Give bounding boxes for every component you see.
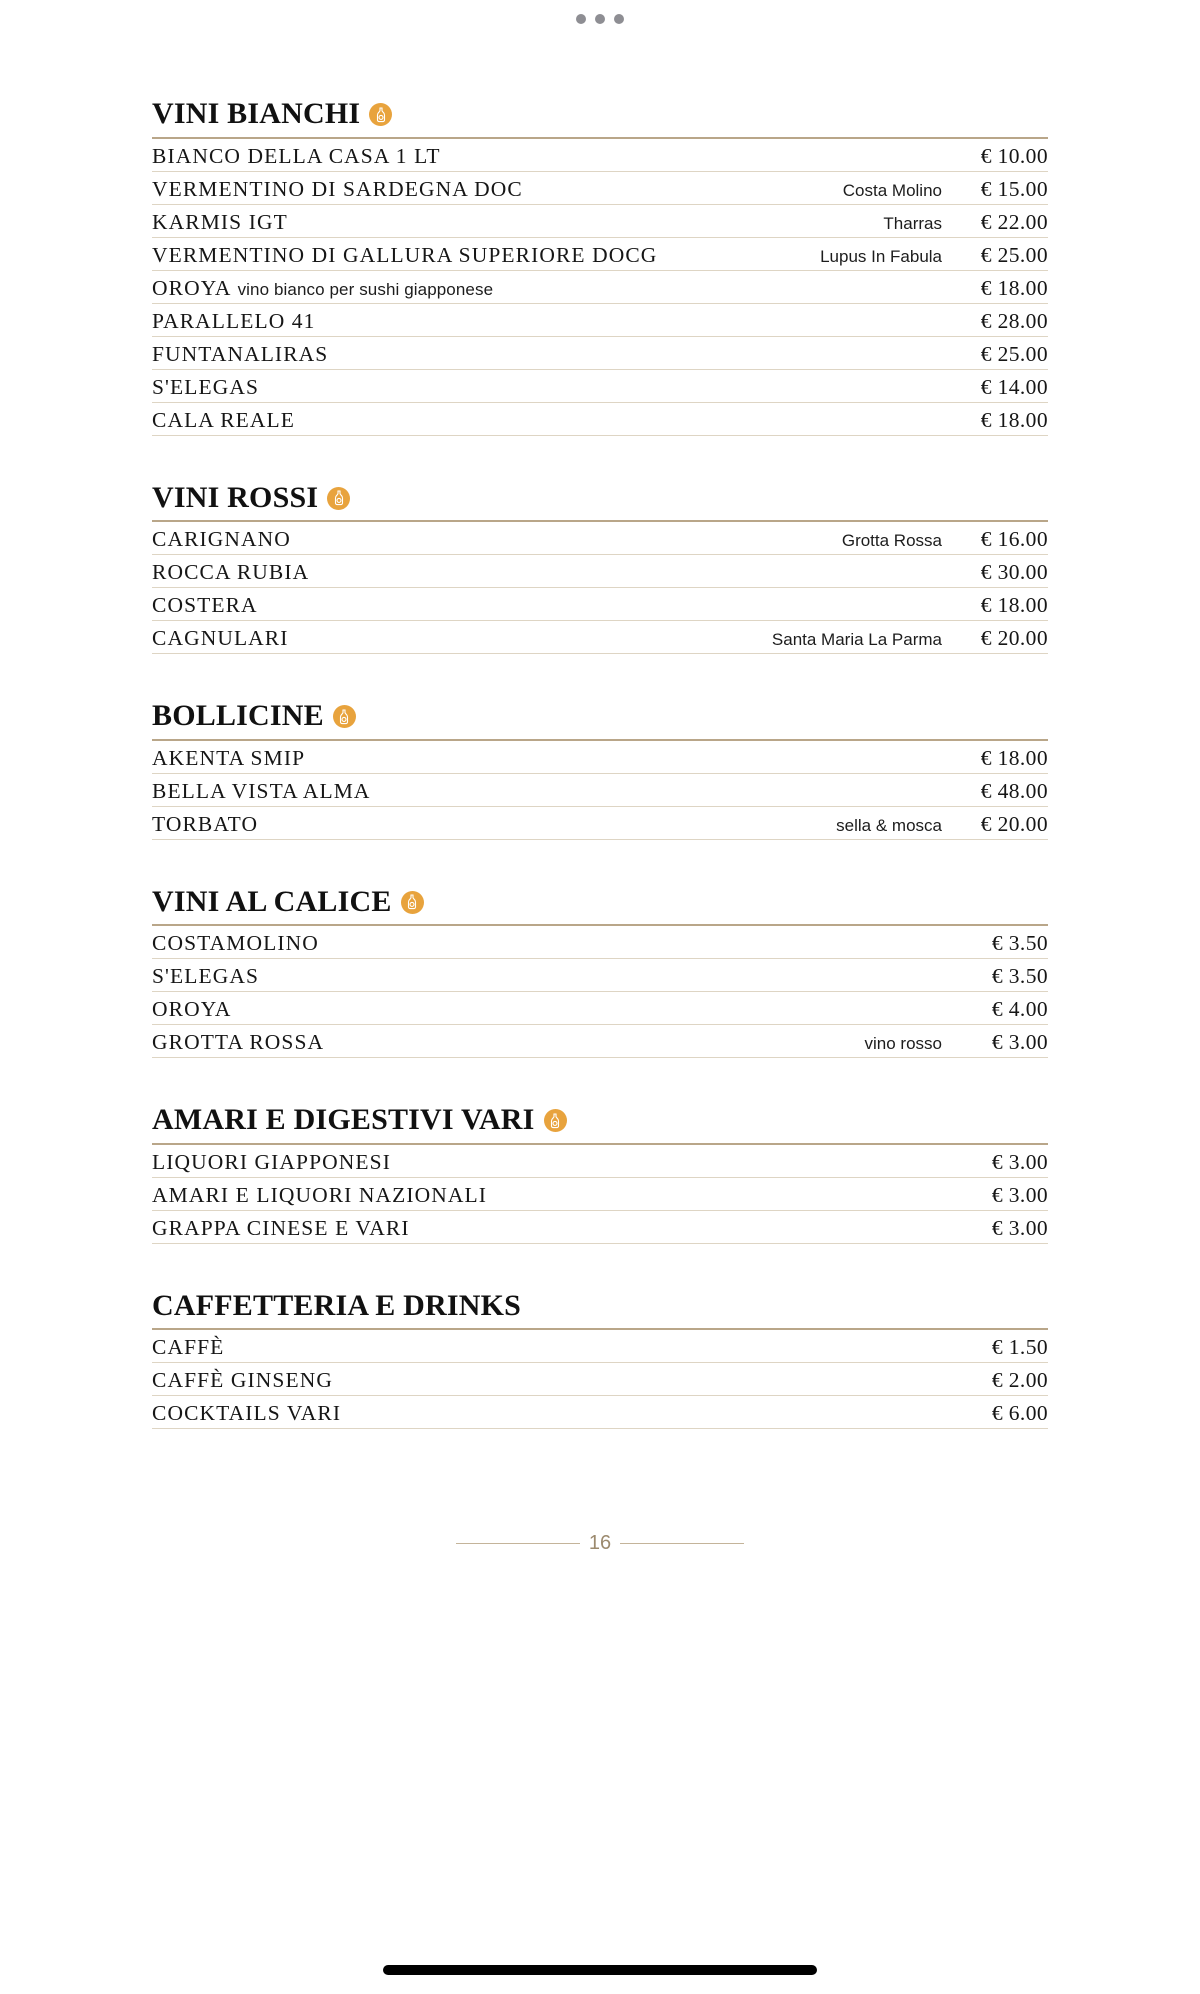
menu-item-row [152, 588, 1048, 621]
menu-item-row [152, 807, 1048, 840]
menu-item-row [152, 621, 1048, 654]
menu-section [152, 98, 1048, 436]
menu-item-price: € 20.00 [980, 626, 1048, 650]
menu-item-row [152, 741, 1048, 774]
menu-item-producer: Grotta Rossa [841, 531, 942, 550]
menu-item-price: € 1.50 [991, 1335, 1048, 1359]
menu-item-price: € 3.00 [991, 1182, 1048, 1207]
menu-item-price: € 18.00 [980, 745, 1048, 770]
menu-item-name: CAFFÈ GINSENG [152, 1368, 333, 1392]
section-header [152, 98, 1048, 137]
section-items [152, 1330, 1048, 1429]
menu-item-row [152, 1363, 1048, 1396]
footer-rule-right [620, 1543, 744, 1544]
menu-item-row [152, 1396, 1048, 1429]
menu-item-name: TORBATO [152, 811, 259, 836]
menu-item-price: € 18.00 [980, 275, 1048, 300]
section-items [152, 1145, 1048, 1244]
menu-item-row [152, 238, 1048, 271]
section-items [152, 926, 1048, 1058]
page-footer [0, 1533, 1200, 1553]
menu-item-producer: sella & mosca [836, 815, 942, 835]
menu-section [152, 1104, 1048, 1244]
menu-item-producer: Costa Molino [842, 180, 942, 200]
menu-item-name: OROYA [152, 275, 232, 300]
menu-item-price: € 15.00 [980, 176, 1048, 201]
menu-item-row [152, 522, 1048, 555]
section-header [152, 886, 1048, 925]
menu-item-row [152, 1145, 1048, 1178]
menu-item-price: € 4.00 [991, 997, 1048, 1021]
wine-bottle-icon [333, 705, 356, 728]
section-title: VINI BIANCHI [152, 97, 361, 130]
menu-item-price: € 30.00 [980, 560, 1048, 584]
menu-item-name: CAFFÈ [152, 1335, 225, 1359]
menu-item-price: € 3.00 [991, 1149, 1048, 1174]
menu-item-producer: vino rosso [864, 1034, 942, 1053]
menu-section [152, 886, 1048, 1059]
section-items [152, 522, 1048, 654]
menu-item-price: € 3.00 [991, 1030, 1048, 1054]
menu-item-price: € 14.00 [980, 374, 1048, 399]
menu-item-name: COSTERA [152, 593, 258, 617]
menu-item-row [152, 139, 1048, 172]
section-header [152, 1290, 1048, 1329]
menu-item-name: BIANCO DELLA CASA 1 LT [152, 143, 441, 168]
menu-item-name: VERMENTINO DI SARDEGNA DOC [152, 176, 523, 201]
menu-item-name: COCKTAILS VARI [152, 1401, 342, 1425]
menu-item-price: € 20.00 [980, 811, 1048, 836]
menu-item-producer: Lupus In Fabula [820, 246, 942, 266]
section-items [152, 741, 1048, 840]
menu-item-row [152, 992, 1048, 1025]
menu-item-row [152, 555, 1048, 588]
menu-item-name: GROTTA ROSSA [152, 1030, 325, 1054]
menu-item-name: AKENTA SMIP [152, 745, 306, 770]
menu-item-row [152, 926, 1048, 959]
section-header [152, 700, 1048, 739]
menu-item-name: KARMIS IGT [152, 209, 288, 234]
menu-item-row [152, 1330, 1048, 1363]
section-title: VINI ROSSI [152, 480, 319, 514]
dot-1 [576, 14, 586, 24]
section-header [152, 1104, 1048, 1143]
menu-item-row [152, 1025, 1048, 1058]
home-indicator-area [0, 1954, 1200, 1994]
menu-sections-container [152, 98, 1048, 1429]
page-number: 16 [588, 1532, 612, 1554]
menu-item-name: PARALLELO 41 [152, 308, 316, 333]
section-title: CAFFETTERIA E DRINKS [152, 1288, 522, 1322]
menu-item-name: CALA REALE [152, 407, 295, 432]
menu-item-row [152, 337, 1048, 370]
menu-item-name: CAGNULARI [152, 626, 289, 650]
menu-item-row [152, 403, 1048, 436]
menu-item-row [152, 774, 1048, 807]
menu-section [152, 482, 1048, 655]
menu-item-row [152, 172, 1048, 205]
menu-item-producer: Tharras [883, 213, 942, 233]
menu-section [152, 700, 1048, 840]
menu-item-price: € 25.00 [980, 242, 1048, 267]
wine-bottle-icon [369, 103, 392, 126]
section-items [152, 139, 1048, 436]
menu-item-name: COSTAMOLINO [152, 931, 319, 955]
menu-item-price: € 25.00 [980, 341, 1048, 366]
menu-item-price: € 6.00 [991, 1401, 1048, 1425]
menu-item-price: € 3.50 [991, 931, 1048, 955]
menu-item-name: LIQUORI GIAPPONESI [152, 1149, 391, 1174]
menu-item-price: € 22.00 [980, 209, 1048, 234]
wine-bottle-icon [327, 487, 350, 510]
dot-2 [595, 14, 605, 24]
menu-page [0, 38, 1200, 1954]
menu-item-name: GRAPPA CINESE E VARI [152, 1215, 410, 1240]
menu-item-producer: Santa Maria La Parma [771, 630, 942, 649]
menu-item-price: € 3.00 [991, 1215, 1048, 1240]
section-title: BOLLICINE [152, 699, 324, 732]
menu-item-row [152, 370, 1048, 403]
menu-item-description: vino bianco per sushi giapponese [237, 279, 494, 299]
menu-item-row [152, 1178, 1048, 1211]
top-dots-indicator [0, 0, 1200, 38]
menu-item-row [152, 959, 1048, 992]
menu-item-price: € 18.00 [980, 407, 1048, 432]
menu-item-row [152, 304, 1048, 337]
section-title: AMARI E DIGESTIVI VARI [152, 1103, 535, 1136]
section-title: VINI AL CALICE [152, 884, 392, 918]
menu-item-price: € 2.00 [991, 1368, 1048, 1392]
menu-item-price: € 48.00 [980, 778, 1048, 803]
footer-rule-left [456, 1543, 580, 1544]
menu-item-price: € 3.50 [991, 964, 1048, 988]
home-indicator[interactable] [383, 1965, 817, 1975]
dot-3 [614, 14, 624, 24]
menu-item-name: BELLA VISTA ALMA [152, 778, 371, 803]
menu-item-price: € 10.00 [980, 143, 1048, 168]
menu-item-name: AMARI E LIQUORI NAZIONALI [152, 1182, 488, 1207]
menu-item-name: OROYA [152, 997, 232, 1021]
wine-bottle-icon [544, 1109, 567, 1132]
menu-item-price: € 28.00 [980, 308, 1048, 333]
menu-item-row [152, 205, 1048, 238]
menu-item-price: € 18.00 [980, 593, 1048, 617]
menu-item-name: FUNTANALIRAS [152, 341, 329, 366]
menu-section [152, 1290, 1048, 1430]
menu-item-price: € 16.00 [980, 527, 1048, 551]
menu-item-row [152, 1211, 1048, 1244]
menu-item-name: S'ELEGAS [152, 964, 260, 988]
menu-item-name: S'ELEGAS [152, 374, 260, 399]
menu-item-name: CARIGNANO [152, 527, 291, 551]
menu-item-row [152, 271, 1048, 304]
section-header [152, 482, 1048, 521]
menu-item-name: VERMENTINO DI GALLURA SUPERIORE DOCG [152, 242, 658, 267]
wine-bottle-icon [401, 891, 424, 914]
menu-item-name: ROCCA RUBIA [152, 560, 310, 584]
